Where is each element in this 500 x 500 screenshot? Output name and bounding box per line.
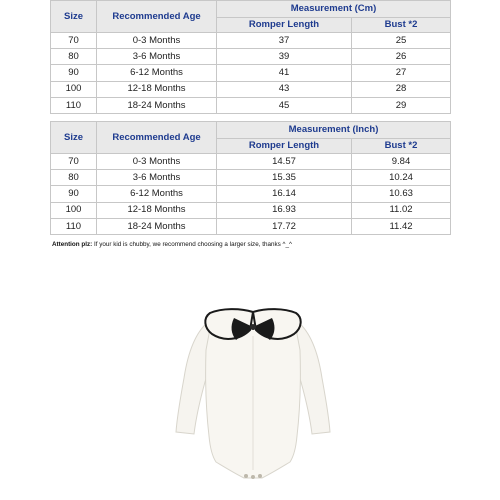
- cell-age: 12-18 Months: [97, 202, 217, 218]
- cell-age: 3-6 Months: [97, 170, 217, 186]
- romper-illustration: [176, 309, 330, 479]
- header-bust: Bust *2: [352, 139, 451, 154]
- cell-age: 6-12 Months: [97, 65, 217, 81]
- header-romper-length: Romper Length: [217, 139, 352, 154]
- cell-age: 0-3 Months: [97, 154, 217, 170]
- cell-bust: 11.42: [352, 218, 451, 234]
- cell-bust: 9.84: [352, 154, 451, 170]
- cell-bust: 10.24: [352, 170, 451, 186]
- cell-age: 12-18 Months: [97, 81, 217, 97]
- header-measurement: Measurement (Cm): [217, 1, 451, 18]
- cell-age: 3-6 Months: [97, 49, 217, 65]
- cell-size: 100: [51, 202, 97, 218]
- attention-text: If your kid is chubby, we recommend choosing a larger size, thanks ^_^: [92, 241, 292, 248]
- cell-length: 45: [217, 97, 352, 113]
- cell-length: 37: [217, 33, 352, 49]
- header-recommended-age: Recommended Age: [97, 122, 217, 154]
- snap-button: [251, 475, 255, 479]
- cell-size: 80: [51, 49, 97, 65]
- header-bust: Bust *2: [352, 18, 451, 33]
- cell-length: 17.72: [217, 218, 352, 234]
- cell-size: 110: [51, 218, 97, 234]
- cell-size: 100: [51, 81, 97, 97]
- cell-length: 39: [217, 49, 352, 65]
- cell-size: 70: [51, 33, 97, 49]
- cell-bust: 29: [352, 97, 451, 113]
- cell-length: 16.14: [217, 186, 352, 202]
- header-recommended-age: Recommended Age: [97, 1, 217, 33]
- cell-length: 41: [217, 65, 352, 81]
- cell-size: 110: [51, 97, 97, 113]
- header-measurement: Measurement (Inch): [217, 122, 451, 139]
- cell-bust: 25: [352, 33, 451, 49]
- cell-length: 14.57: [217, 154, 352, 170]
- cell-size: 80: [51, 170, 97, 186]
- cell-size: 90: [51, 186, 97, 202]
- cell-age: 6-12 Months: [97, 186, 217, 202]
- cell-bust: 26: [352, 49, 451, 65]
- cell-age: 18-24 Months: [97, 218, 217, 234]
- snap-button: [244, 474, 248, 478]
- header-size: Size: [51, 1, 97, 33]
- snap-button: [258, 474, 262, 478]
- bow-tie-knot: [250, 324, 256, 330]
- cell-size: 70: [51, 154, 97, 170]
- attention-label: Attention plz:: [52, 241, 93, 248]
- cell-bust: 28: [352, 81, 451, 97]
- cell-bust: 27: [352, 65, 451, 81]
- cell-length: 43: [217, 81, 352, 97]
- header-romper-length: Romper Length: [217, 18, 352, 33]
- header-size: Size: [51, 122, 97, 154]
- cell-size: 90: [51, 65, 97, 81]
- cell-bust: 10.63: [352, 186, 451, 202]
- cell-age: 0-3 Months: [97, 33, 217, 49]
- cell-length: 15.35: [217, 170, 352, 186]
- cell-bust: 11.02: [352, 202, 451, 218]
- cell-length: 16.93: [217, 202, 352, 218]
- cell-age: 18-24 Months: [97, 97, 217, 113]
